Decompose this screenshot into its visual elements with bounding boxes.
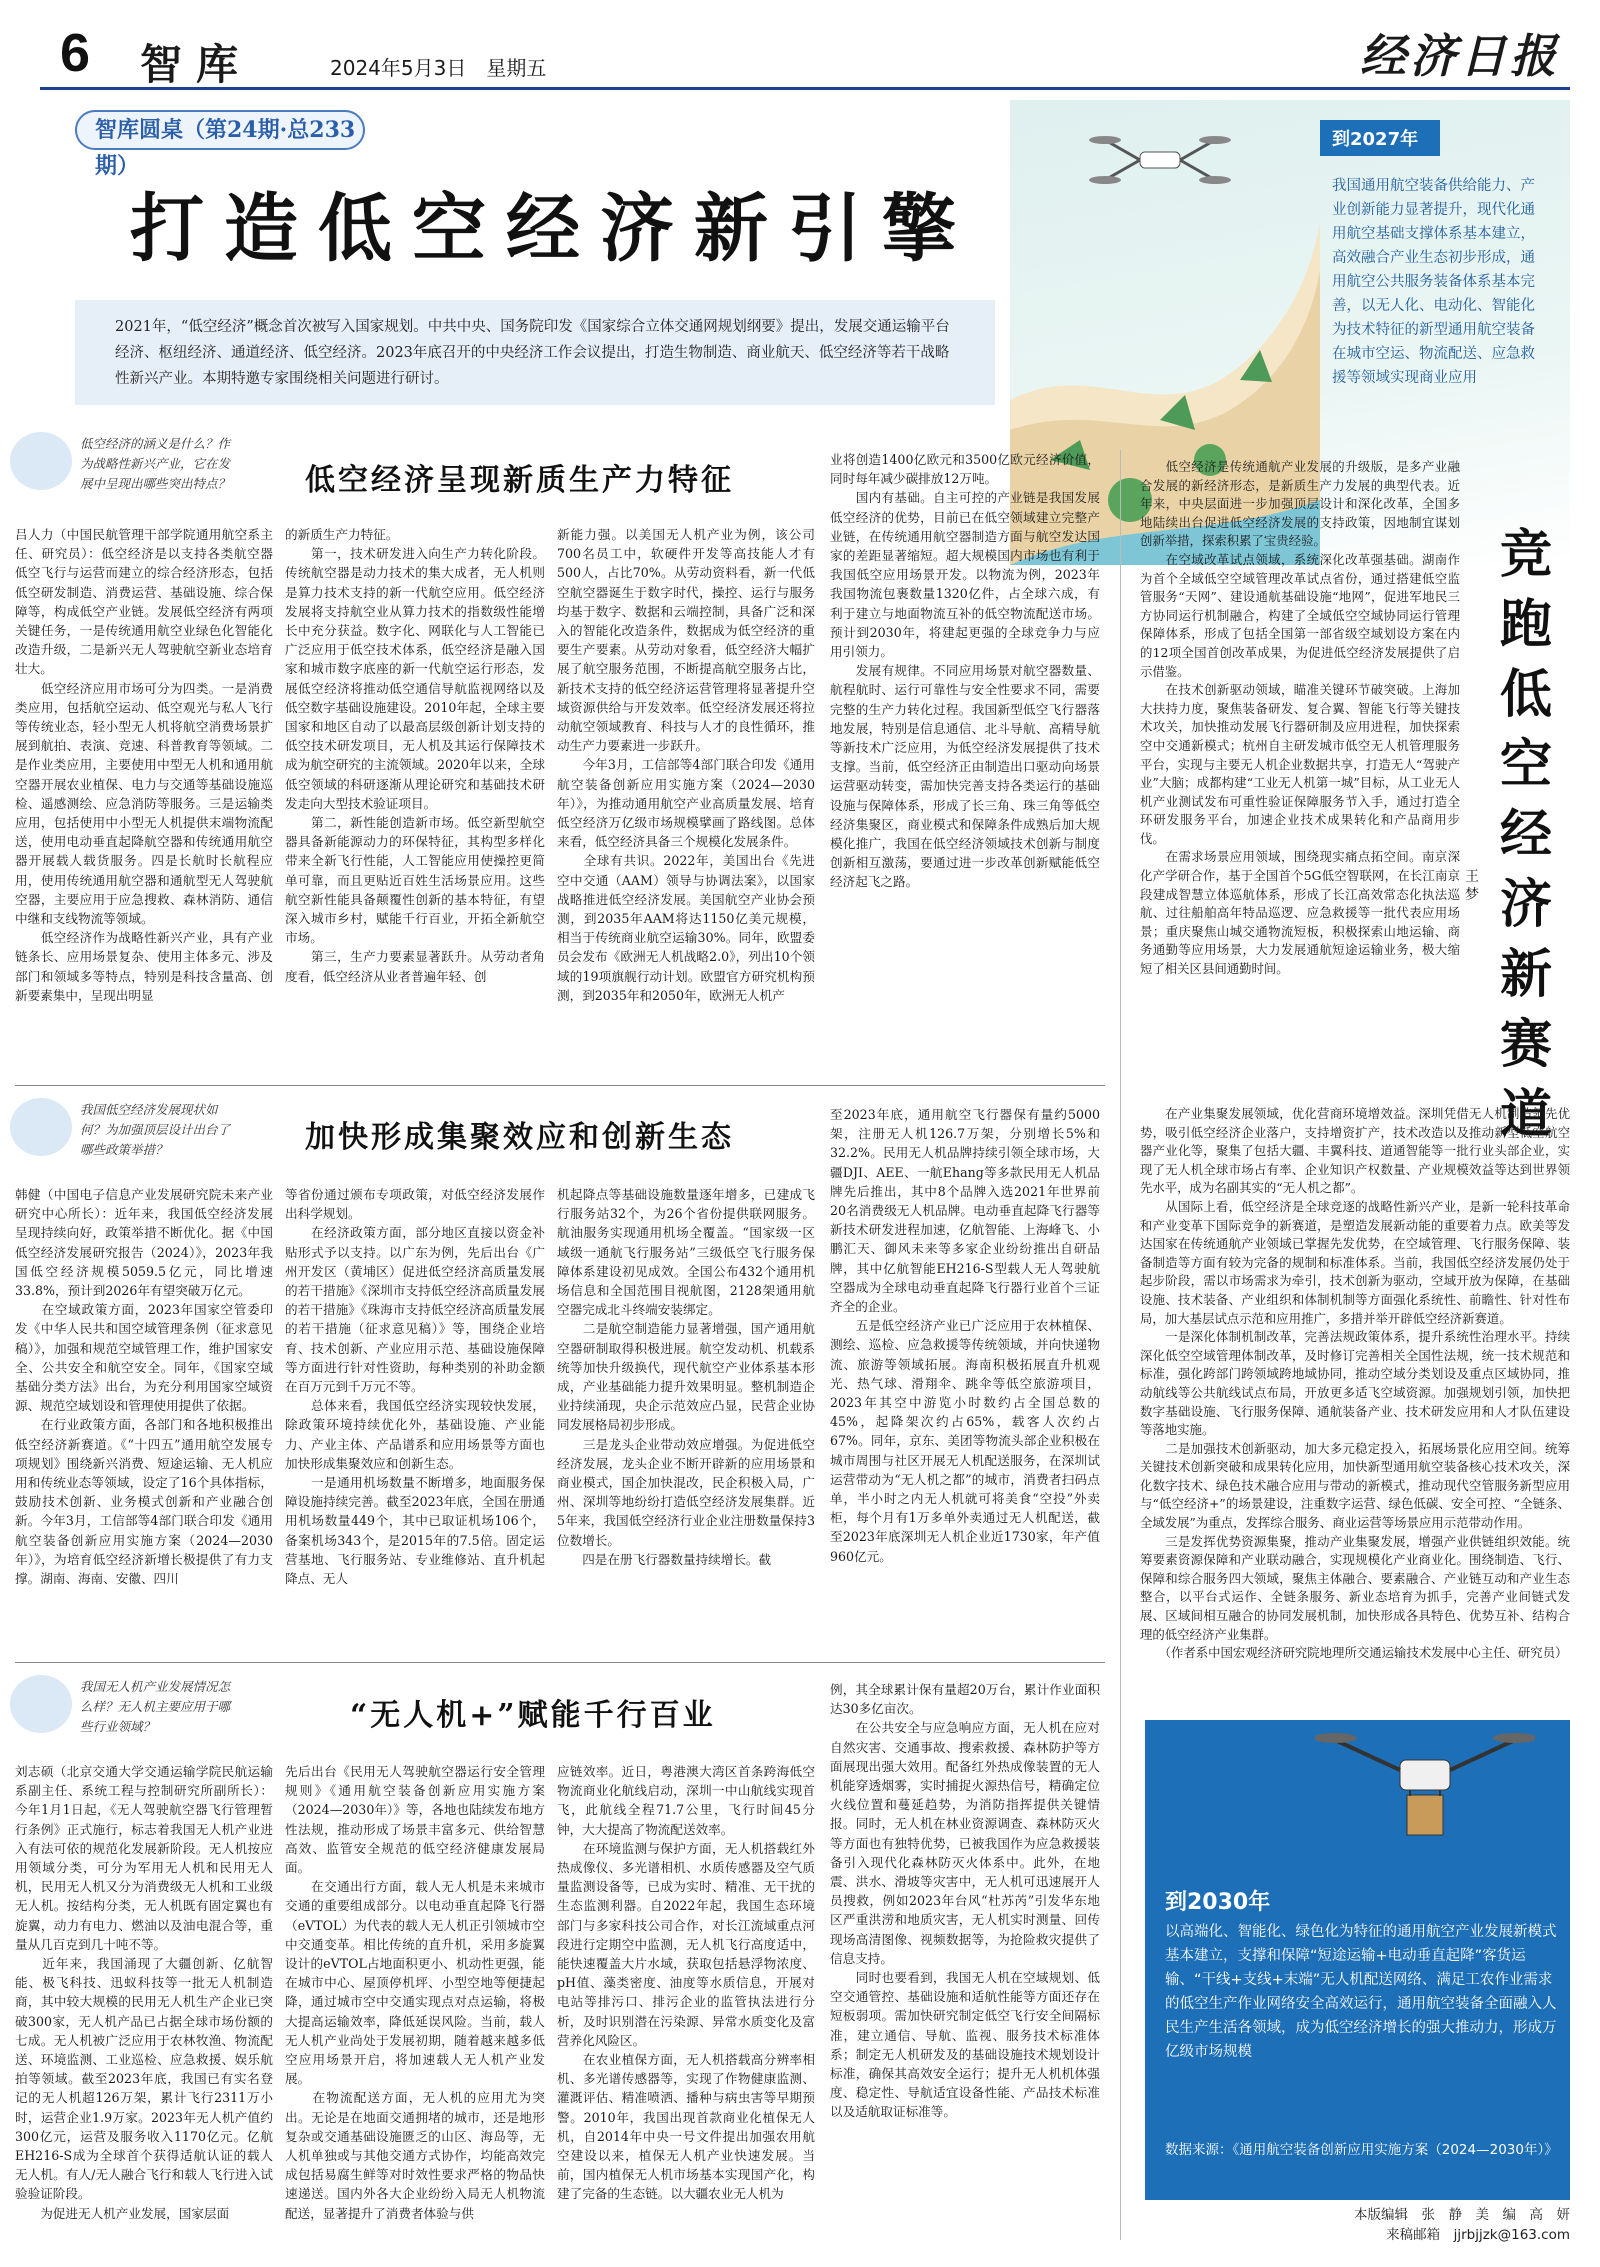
question-text: 我国低空经济发展现状如何？为加强顶层设计出台了哪些政策举措？ <box>80 1102 231 1157</box>
target-2030-label: 到2030年 <box>1165 1890 1271 1915</box>
section1-question <box>10 432 230 510</box>
page-title: 打造低空经济新引擎 <box>130 186 976 272</box>
section2-col4: 至2023年底，通用航空飞行器保有量约5000架，注册无人机126.7万架，分别增长5%和32.2%。民用无人机品牌持续引领全球市场，大疆DJI、AEE、一航Ehang等多款民用无人机品牌先后推出，其中8个品牌入选2021年世界前20名消费级无人机品牌。电动垂直起降飞行器等新技术研发进程加速，亿航智能、上海峰飞、小鹏汇天、御风未来等多家企业纷纷推出自研品牌，其中亿航智能EH216-S型载人无人驾驶航空器成为全球电动垂直起降飞行器行业首个三证齐全的企业。 五是低空经济产业已广泛应用于农林植保、测绘、巡检、应急救援等传统领域，并向快递物流、旅游等领域拓展。海南积极拓展直升机观光、热气球、滑翔伞、跳伞等低空旅游项目，2023年其空中游览小时数约占全国总数的45%，起降架次约占65%，载客人次约占67%。同年，京东、美团等物流头部企业积极在城市周围与社区开展无人机配送服务，在深圳试运营带动为“无人机之都”的城市，消费者扫码点单，半小时之内无人机就可将美食“空投”外卖柜，每个月有1万多单外卖通过无人机配送，截至2023年底深圳无人机企业近1730家，年产值960亿元。 <box>830 1107 1100 1564</box>
target-2027-label: 到2027年 <box>1320 120 1440 156</box>
drone-icon <box>1315 1710 1535 1860</box>
section3-col1: 刘志硕（北京交通大学交通运输学院民航运输系副主任、系统工程与控制研究所副所长）：今年1月1日起，《无人驾驶航空器飞行管理暂行条例》正式施行，标志着我国无人机产业进入有法可依的规范化发展新阶段。无人机按应用领域分类，可分为军用无人机和民用无人机，民用无人机又分为消费级无人机和工业级无人机。按结构分类，无人机既有固定翼也有旋翼，动力有电力、燃油以及油电混合等，重量从几百克到几十吨不等。 近年来，我国涌现了大疆创新、亿航智能、极飞科技、迅蚁科技等一批无人机制造商，其中较大规模的民用无人机生产企业已突破300家，无人机产品已占据全球市场份额的七成。无人机被广泛应用于农林牧渔、物流配送、环境监测、工业巡检、应急救援、娱乐航拍等领域。截至2023年底，我国已有实名登记的无人机超126万架，累计飞行2311万小时，运营企业1.9万家。2023年无人机产值约300亿元，运营及服务收入1170亿元。亿航EH216-S成为全球首个获得适航认证的载人无人机。有人/无人融合飞行和载人飞行进入试验验证阶段。 为促进无人机产业发展，国家层面 <box>15 1764 273 2221</box>
editor-credit: 本版编辑 张 静 美 编 高 妍 <box>1354 2207 1570 2223</box>
divider <box>15 1085 1105 1086</box>
section3-title: “无人机+”赋能千行百业 <box>350 1698 716 1733</box>
section2-question <box>10 1098 230 1176</box>
column-divider <box>1120 450 1121 2240</box>
section3-col4: 例，其全球累计保有量超20万台，累计作业面积达30多亿亩次。 在公共安全与应急响应方面，无人机在应对自然灾害、交通事故、搜索救援、森林防护等方面展现出强大效用。配备红外热成像装置的无人机能穿透烟雾，实时捕捉火源热信号，精确定位火线位置和蔓延趋势，为消防指挥提供关键情报。同时，无人机在林业资源调查、森林防灭火等方面也有独特优势，已被我国作为应急救援装备引入现代化森林防灭火体系中。此外，在地震、洪水、滑坡等灾害中，无人机可迅速展开人员搜救，例如2023年台风“杜苏芮”引发华东地区严重洪涝和地质灾害，无人机实时测量、回传现场高清图像、视频数据等，为抢险救灾提供了信息支持。 同时也要看到，我国无人机在空域规划、低空交通管控、基础设施和适航性能等方面还存在短板弱项。需加快研究制定低空飞行安全间隔标准，建立通信、导航、监视、服务技术标准体系；制定无人机研发及的基础设施技术规划设计标准，确保其高效安全运行；提升无人机机体强度、稳定性、导航适宜设备性能、产品技术标准以及适航取证标准等。 <box>830 1682 1100 2120</box>
right-column-title: 竞跑低空经济新赛道 <box>1500 524 1553 1145</box>
section-name: 智库 <box>140 40 253 89</box>
divider <box>15 1662 1105 1663</box>
column-tag: 智库圆桌（第24期·总233期） <box>75 110 365 150</box>
section2-col3: 机起降点等基础设施数量逐年增多，已建成飞行服务站32个，为26个省份提供联网服务。航油服务实现通用机场全覆盖。“国家级一区域级一通航飞行服务站”三级低空飞行服务保障体系建设初见成效。全国公布432个通用机场信息和全国范围目视航图，2128架通用航空器完成北斗终端安装绑定。 二是航空制造能力显著增强，国产通用航空器研制取得积极进展。航空发动机、机载系统等加快升级换代，现代航空产业体系基本形成，产业基础能力提升效果明显。整机制造企业持续涌现，央企示范效应凸显，民营企业协同发展格局初步形成。 三是龙头企业带动效应增强。为促进低空经济发展，龙头企业不断开辟新的应用场景和商业模式，国企加快混改，民企积极入局，广州、深圳等地纷纷打造低空经济发展集群。近5年来，我国低空经济行业企业注册数量保持3位数增长。 四是在册飞行器数量持续增长。截 <box>557 1187 815 1567</box>
newspaper-logo: 经济日报 <box>1360 29 1560 83</box>
issue-date: 2024年5月3日 星期五 <box>330 56 547 80</box>
section1-title: 低空经济呈现新质生产力特征 <box>305 463 734 498</box>
target-2030-box <box>1145 1720 1570 2200</box>
submission-email: 来稿邮箱 jjrbjjzk@163.com <box>1386 2227 1570 2243</box>
section1-col2: 的新质生产力特征。 第一，技术研发进入向生产力转化阶段。传统航空器是动力技术的集大成者，无人机则是算力技术支持的新一代航空应用。低空经济发展将支持航空业从算力技术的指数级性能增长中充分获益。数字化、网联化与人工智能已广泛应用于低空技术体系，低空经济是融入国家和城市数字底座的新一代航空运行形态，发展低空经济将推动低空通信导航监视网络以及低空数字基础设施建设。2010年起，全球主要国家和地区自动了以最高层级创新计划支持的低空技术研发项目，无人机及其运行保障技术成为航空研究的主流领域。2020年以来，全球低空领域的科研逐渐从理论研究和基础技术研发走向大型技术验证项目。 第二，新性能创造新市场。低空新型航空器具备新能源动力的环保特征，其构型多样化带来全新飞行性能，人工智能应用使操控更简单可靠，而且更贴近百姓生活场景应用。这些航空新性能具备颠覆性创新的基本特征，有望深入城市乡村，赋能千行百业，开拓全新航空市场。 第三，生产力要素显著跃升。从劳动者角度看，低空经济从业者普遍年轻、创 <box>285 527 545 984</box>
section3-col3: 应链效率。近日，粤港澳大湾区首条跨海低空物流商业化航线启动，深圳一中山航线实现首飞，此航线全程71.7公里，飞行时间45分钟，大大提高了物流配送效率。 在环境监测与保护方面，无人机搭载红外热成像仪、多光谱相机、水质传感器及空气质量监测设备等，已成为实时、精准、无干扰的生态监测利器。自2022年起，我国生态环境部门与多家科技公司合作，对长江流域重点河段进行定期空中监测，无人机飞行高度适中，能快速覆盖大片水域，获取包括悬浮物浓度、pH值、藻类密度、油度等水质信息，开展对电站等排污口、排污企业的监管执法进行分析，及时识别潜在污染源、异常水质变化及富营养化风险区。 在农业植保方面，无人机搭载高分辨率相机、多光谱传感器等，实现了作物健康监测、灌溉评估、精准喷洒、播种与病虫害等早期预警。2010年，我国出现首款商业化植保无人机，自2014年中央一号文件提出加强农用航空建设以来，植保无人机产业快速发展。当前，国内植保无人机市场基本实现国产化，构建了完备的生态链。以大疆农业无人机为 <box>557 1764 815 2202</box>
intro-box: 2021年，“低空经济”概念首次被写入国家规划。中共中央、国务院印发《国家综合立体交通网规划纲要》提出，发展交通运输平台经济、枢纽经济、通道经济、低空经济。2023年底召开的中央经济工作会议提出，打造生物制造、商业航天、低空经济等若干战略性新兴产业。本期特邀专家围绕相关问题进行研讨。 <box>75 300 995 405</box>
right-column-body2: 在产业集聚发展领域，优化营商环境增效益。深圳凭借无人机制造领先优势，吸引低空经济企业落户，支持增资扩产，技术改造以及推动新型低空航空器产业化等，聚集了包括大疆、丰翼科技、道通智能等一批行业头部企业，实现了无人机全球市场占有率、企业知识产权数量、产业规模效益等达到世界领先水平，成为名副其实的“无人机之都”。 从国际上看，低空经济是全球竞逐的战略性新兴产业，是新一轮科技革命和产业变革下国际竞争的新赛道，是塑造发展新动能的重要着力点。欧美等发达国家在传统通航产业领域已掌握先发优势，在空域管理、飞行服务保障、装备制造等方面有较为完备的规制和标准体系。当前，我国低空经济发展仍处于起步阶段，需以市场需求为牵引，技术创新为驱动，空域开放为保障，在基础设施、技术装备、产业组织和体制机制等方面强化系统性、前瞻性、针对性布局，加大基层试点示范和应用推广，多措并举开辟低空经济新赛道。 一是深化体制机制改革，完善法规政策体系，提升系统性治理水平。持续深化低空空域管理体制改革，及时修订完善相关全国性法规，统一技术规范和标准，强化跨部门跨领域跨地域协同，推动空域分类划设及重点区域协同，推动航线等公共航线试点布局，开放更多适飞空域资源。加强规划引领，加快把数字基础设施、飞行服务保障、通航装备产业、技术研发应用和人才队伍建设等落地实施。 二是加强技术创新驱动，加大多元稳定投入，拓展场景化应用空间。统筹关键技术创新突破和成果转化应用，加快新型通用航空装备核心技术攻关，深化数字技术、绿色技术融合应用与带动的新模式，推动现代空管服务新型应用与“低空经济+”的场景建设，注重数字运营、绿色低碳、安全可控、“全链条、全域发展”为重点，发挥综合服务、商业运营等场景应用示范带动作用。 三是发挥优势资源集聚，推动产业集聚发展，增强产业供链组织效能。统筹要素资源保障和产业联动融合，实现规模化产业商业化。围绕制造、飞行、保障和综合服务四大领域，聚焦主体融合、要素融合、产业链互动和产业生态整合，以平台式运作、全链条服务、新业态培育为抓手，完善产业间链式发展、区域间相互融合的协同发展机制，加快形成各具特色、优势互补、结构合理的低空经济产业集群。 （作者系中国宏观经济研究院地理所交通运输技术发展中心主任、研究员） <box>1140 1106 1570 1661</box>
section2-title: 加快形成集聚效应和创新生态 <box>305 1120 734 1155</box>
masthead <box>40 10 1570 90</box>
question-text: 我国无人机产业发展情况怎么样？无人机主要应用于哪些行业领域？ <box>80 1679 231 1734</box>
section1-col3: 新能力强。以美国无人机产业为例，该公司700名员工中，软硬件开发等高技能人才有500人，占比70%。从劳动资料看，新一代低空航空器诞生于数字时代，操控、运行与服务均基于数字、数据和云端控制，具备广泛和深入的智能化改造条件，数据成为低空经济的重要生产要素。从劳动对象看，低空经济大幅扩展了航空服务范围，不断提高航空服务占比，新技术支持的低空经济运营管理将显著提升空域资源供给与开发效率。低空经济发展还将拉动航空领域教育、科技与人才的良性循环，推动生产力要素进一步跃升。 今年3月，工信部等4部门联合印发《通用航空装备创新应用实施方案（2024—2030年）》，为推动通用航空产业高质量发展、培育低空经济万亿级市场规模擘画了路线图。总体来看，低空经济具备三个规模化发展条件。 全球有共识。2022年，美国出台《先进空中交通（AAM）领导与协调法案》，以国家战略推进低空经济发展。美国航空产业协会预测，到2035年AAM将达1150亿美元规模，相当于传统商业航空运输30%。同年，欧盟委员会发布《欧洲无人机战略2.0》，列出10个领域的19项旗舰行动计划。欧盟官方研究机构预测，到2035年和2050年，欧洲无人机产 <box>557 527 815 1003</box>
section2-col2: 等省份通过颁布专项政策，对低空经济发展作出科学规划。 在经济政策方面，部分地区直接以资金补贴形式予以支持。以广东为例，先后出台《广州开发区（黄埔区）促进低空经济高质量发展的若干措施》《深圳市支持低空经济高质量发展的若干措施》《珠海市支持低空经济高质量发展的若干措施（征求意见稿）》等，围绕企业培育、技术创新、产业应用示范、基础设施保障等方面进行针对性资助，每种类别的补助金额在百万元到千万元不等。 总体来看，我国低空经济实现较快发展，除政策环境持续优化外，基础设施、产业能力、产业主体、产品谱系和应用场景等方面也加快形成集聚效应和创新生态。 一是通用机场数量不断增多，地面服务保障设施持续完善。截至2023年底，全国在册通用机场数量449个，其中已取证机场106个，备案机场343个，是2015年的7.5倍。固定运营基地、飞行服务站、专业维修站、直升机起降点、无人 <box>285 1187 545 1587</box>
footer-credit <box>1240 2205 1570 2245</box>
section1-col4: 业将创造1400亿欧元和3500亿欧元经济价值，同时每年减少碳排放12万吨。 国内有基础。自主可控的产业链是我国发展低空经济的优势，目前已在低空领域建立完整产业链，在传统通用航空器制造方面与航空发达国家的差距显著缩短。超大规模国内市场也有利于我国低空应用场景开发。以物流为例，2023年我国物流包裹数量1320亿件，占全球六成，有利于建立与地面物流互补的低空物流配送市场。预计到2030年，将建起更强的全球竞争力与应用引领力。 发展有规律。不同应用场景对航空器数量、航程航时、运行可靠性与安全性要求不同，需要完整的生产力转化过程。我国新型低空飞行器落地发展，特别是信息通信、北斗导航、高精导航等新技术广泛应用，为低空经济发展提供了技术支撑。当前，低空经济正由制造出口驱动向场景运营驱动转变，需加快完善支持各类运行的基础设施与保障体系，形成了长三角、珠三角等低空经济集聚区，商业模式和保障条件成熟后加大规模化推广，我国在低空经济领域技术创新与制度创新相互激荡，要通过进一步改革创新赋能低空经济起飞之路。 <box>830 452 1100 890</box>
target-2027-text: 我国通用航空装备供给能力、产业创新能力显著提升，现代化通用航空基础支撑体系基本建立，高效融合产业生态初步形成，通用航空公共服务装备体系基本完善，以无人化、电动化、智能化为技术特征的新型通用航空装备在城市空运、物流配送、应急救援等领域实现商业应用 <box>1332 178 1535 386</box>
section3-col2: 先后出台《民用无人驾驶航空器运行安全管理规则》《通用航空装备创新应用实施方案（2024—2030年）》等，各地也陆续发布地方性法规，推动形成了场景丰富多元、供给智慧高效、监管安全规范的低空经济健康发展局面。 在交通出行方面，载人无人机是未来城市交通的重要组成部分。以电动垂直起降飞行器（eVTOL）为代表的载人无人机正引领城市空中交通变革。相比传统的直升机，采用多旋翼设计的eVTOL占地面积更小、机动性更强，能在城市中心、屋顶停机坪、小型空地等便捷起降，通过城市空中交通实现点对点运输，将极大提高运输效率，降低延误风险。当前，载人无人机产业尚处于发展初期，随着越来越多低空应用场景开启，将加速载人无人机产业发展。 在物流配送方面，无人机的应用尤为突出。无论是在地面交通拥堵的城市，还是地形复杂或交通基础设施匮乏的山区、海岛等，无人机单独或与其他交通方式协作，均能高效完成包括易腐生鲜等对时效性要求严格的物品快速递送。国内外各大企业纷纷入局无人机物流配送，显著提升了消费者体验与供 <box>285 1764 545 2221</box>
right-column-author: 王梦 <box>1465 869 1479 903</box>
section1-col1: 吕人力（中国民航管理干部学院通用航空系主任、研究员）：低空经济是以支持各类航空器低空飞行与运营而建立的综合经济形态，包括低空研发制造、消费运营、基础设施、综合保障等，构成低空产业链。发展低空经济有两项关键任务，一是传统通用航空业绿色化智能化改造升级，二是新兴无人驾驶航空新业态培育壮大。 低空经济应用市场可分为四类。一是消费类应用，包括航空运动、低空观光与私人飞行等传统业态，轻小型无人机将航空消费场景扩展到航拍、表演、竞速、科普教育等领域。二是作业类应用，主要使用中型无人机和通用航空器开展农业植保、电力与交通等基础设施巡检、遥感测绘、应急消防等服务。三是运输类应用，包括使用中小型无人机提供末端物流配送，使用电动垂直起降航空器和传统通用航空器开展载人载货服务。四是长航时长航程应用，使用传统通用航空器和通航型无人驾驶航空器，主要应用于应急搜救、森林消防、通信中继和支线物流等领域。 低空经济作为战略性新兴产业，具有产业链条长、应用场景复杂、使用主体多元、涉及部门和领域多等特点，特别是科技含量高、创新要素集中，呈现出明显 <box>15 527 273 1003</box>
section3-question <box>10 1675 230 1753</box>
section2-col1: 韩健（中国电子信息产业发展研究院未来产业研究中心所长）：近年来，我国低空经济发展呈现持续向好，政策举措不断优化。据《中国低空经济发展研究报告（2024）》，2023年我国低空经济规模5059.5亿元，同比增速33.8%，预计到2026年有望突破万亿元。 在空域政策方面，2023年国家空管委印发《中华人民共和国空域管理条例（征求意见稿）》，加强和规范空域管理工作，维护国家安全、公共安全和航空安全。同年，《国家空域基础分类方法》出台，为充分利用国家空域资源、规范空域划设和管理使用提供了依据。 在行业政策方面，各部门和各地积极推出低空经济新赛道。《“十四五”通用航空发展专项规划》围绕新兴消费、短途运输、无人机应用和传统业态等领域，设定了16个具体指标，鼓励技术创新、业务模式创新和产业融合创新。今年3月，工信部等4部门联合印发《通用航空装备创新应用实施方案（2024—2030年）》，为培育低空经济新增长极提供了有力支撑。湖南、海南、安徽、四川 <box>15 1187 273 1587</box>
book-icon <box>10 1675 72 1733</box>
right-column-body1: 低空经济是传统通航产业发展的升级版，是多产业融合发展的新经济形态，是新质生产力发展的典型代表。近年来，中央层面进一步加强顶层设计和深化改革，全国多地陆续出台促进低空经济发展的支持政策，因地制宜谋划创新举措，探索积累了宝贵经验。 在空域改革试点领域，系统深化改革强基础。湖南作为首个全域低空空域管理改革试点省份，通过搭建低空监管服务“天网”、建设通航基础设施“地网”，促进军地民三方协同运行机制融合，构建了全域低空空域协同运行管理保障体系，形成了包括全国第一部省级空域划设方案在内的12项全国首创改革成果，为促进低空经济发展提供了启示借鉴。 在技术创新驱动领域，瞄准关键环节破突破。上海加大扶持力度，聚焦装备研发、复合翼、智能飞行等关键技术攻关，加快推动发展飞行器研制及应用进程，加快探索空中交通新模式；杭州自主研发城市低空无人机管理服务平台，实现与主要无人机企业数据共享，打造无人“驾驶产业”大脑；成都构建“工业无人机第一城”目标，从工业无人机产业测试发布可重性验证保障服务节入手，通过打造全环研发服务平台，加速企业技术成果转化和产品商用步伐。 在需求场景应用领域，围绕现实痛点拓空间。南京深化产学研合作，基于全国首个5G低空智联网，在长江南京段建成智慧立体巡航体系，形成了长江高效常态化执法巡航、过往船舶高年特品巡逻、应急救援等一批代表应用场景；重庆聚焦山城交通物流短板，积极探索山地运输、商务通勤等应用场景，大力发展通航短途运输业务，极大缩短了相关区县间通勤时间。 <box>1140 459 1460 977</box>
book-icon <box>10 1098 72 1156</box>
page-number: 6 <box>60 23 91 83</box>
target-2030-text: 以高端化、智能化、绿色化为特征的通用航空产业发展新模式基本建立，支撑和保障“短途运输+电动垂直起降”客货运输、“干线+支线+末端”无人机配送网络、满足工农作业需求的低空生产作业网络安全高效运行，通用航空装备全面融入人民生产生活各领域，成为低空经济增长的强大推动力，形成万亿级市场规模 <box>1165 1924 1557 2060</box>
data-source: 数据来源：《通用航空装备创新应用实施方案（2024—2030年）》 <box>1165 2142 1558 2158</box>
book-icon <box>10 432 72 490</box>
question-text: 低空经济的涵义是什么？作为战略性新兴产业，它在发展中呈现出哪些突出特点？ <box>80 436 231 491</box>
